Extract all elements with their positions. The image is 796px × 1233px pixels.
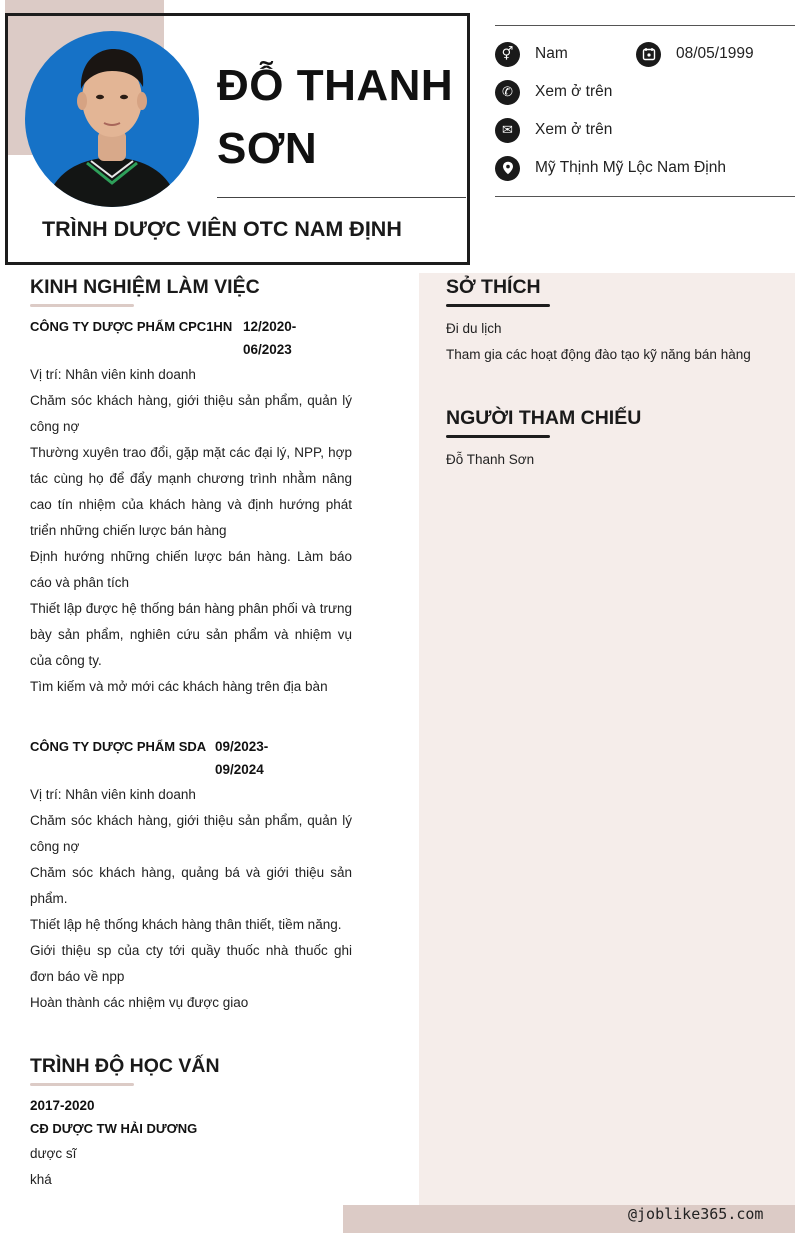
candidate-name: ĐỖ THANH SƠN bbox=[217, 61, 454, 173]
education-grade: khá bbox=[30, 1172, 52, 1187]
job-2-company: CÔNG TY DƯỢC PHẨM SDA bbox=[30, 739, 207, 754]
references-title: NGƯỜI THAM CHIẾU bbox=[446, 407, 642, 429]
job-1-item: Thường xuyên trao đổi, gặp mặt các đại lý, NPP, hợp tác cùng họ để đẩy mạnh chương trình nhằm nâng cao tín nhiệm của khách hàng và định hướng phát triển những chiến lược bán hàng bbox=[30, 445, 352, 538]
contact-divider-bottom bbox=[495, 196, 795, 197]
job-2-item: Vị trí: Nhân viên kinh doanh bbox=[30, 787, 196, 802]
job-1-period-start: 12/2020- bbox=[243, 319, 297, 334]
calendar-icon bbox=[636, 42, 661, 67]
reference-item: Đỗ Thanh Sơn bbox=[446, 452, 535, 467]
experience-title: KINH NGHIỆM LÀM VIỆC bbox=[30, 276, 260, 298]
education-period: 2017-2020 bbox=[30, 1098, 95, 1113]
contact-gender bbox=[495, 40, 568, 68]
gender-value: Nam bbox=[535, 45, 568, 62]
education-title: TRÌNH ĐỘ HỌC VẤN bbox=[30, 1055, 220, 1077]
job-1-period-end: 06/2023 bbox=[243, 342, 292, 357]
hobbies-title: SỞ THÍCH bbox=[446, 276, 541, 298]
job-1-item: Định hướng những chiến lược bán hàng. Làm báo cáo và phân tích bbox=[30, 549, 352, 590]
hobbies-underline bbox=[446, 304, 550, 307]
email-value: Xem ở trên bbox=[535, 121, 613, 138]
hobby-item: Tham gia các hoạt động đào tạo kỹ năng bán hàng bbox=[446, 347, 751, 362]
gender-icon: ⚥ bbox=[495, 42, 520, 67]
job-1-item: Thiết lập được hệ thống bán hàng phân phối và trưng bày sản phẩm, nghiên cứu sản phẩm và nhiệm vụ của công ty. bbox=[30, 601, 352, 668]
contact-divider-top bbox=[495, 25, 795, 26]
job-2-item: Chăm sóc khách hàng, giới thiệu sản phẩm, quản lý công nợ bbox=[30, 813, 352, 854]
job-2-period-start: 09/2023- bbox=[215, 739, 269, 754]
address-value: Mỹ Thịnh Mỹ Lộc Nam Định bbox=[535, 159, 726, 176]
job-1-item: Tìm kiếm và mở mới các khách hàng trên địa bàn bbox=[30, 679, 328, 694]
name-divider bbox=[217, 197, 466, 198]
avatar bbox=[25, 31, 199, 207]
job-2-item: Chăm sóc khách hàng, quảng bá và giới thiệu sản phẩm. bbox=[30, 865, 352, 906]
footer-watermark: @joblike365.com bbox=[628, 1205, 764, 1223]
education-major: dược sĩ bbox=[30, 1146, 77, 1161]
contact-birthdate bbox=[636, 40, 754, 68]
email-icon: ✉ bbox=[495, 118, 520, 143]
contact-phone bbox=[495, 78, 612, 106]
phone-icon: ✆ bbox=[495, 80, 520, 105]
references-underline bbox=[446, 435, 550, 438]
job-1-item: Chăm sóc khách hàng, giới thiệu sản phẩm, quản lý công nợ bbox=[30, 393, 352, 434]
job-2-item: Thiết lập hệ thống khách hàng thân thiết, tiềm năng. bbox=[30, 917, 342, 932]
job-title: TRÌNH DƯỢC VIÊN OTC NAM ĐỊNH bbox=[42, 217, 402, 241]
hobby-item: Đi du lịch bbox=[446, 321, 502, 336]
job-1-company: CÔNG TY DƯỢC PHẨM CPC1HN bbox=[30, 319, 233, 334]
phone-value: Xem ở trên bbox=[535, 83, 613, 100]
job-2-period-end: 09/2024 bbox=[215, 762, 264, 777]
birthdate-value: 08/05/1999 bbox=[676, 45, 754, 62]
location-icon bbox=[495, 156, 520, 181]
job-2-item: Hoàn thành các nhiệm vụ được giao bbox=[30, 995, 249, 1010]
job-2-item: Giới thiệu sp của cty tới quầy thuốc nhà thuốc ghi đơn báo về npp bbox=[30, 943, 352, 984]
job-1-item: Vị trí: Nhân viên kinh doanh bbox=[30, 367, 196, 382]
education-school: CĐ DƯỢC TW HẢI DƯƠNG bbox=[30, 1121, 198, 1136]
contact-email bbox=[495, 116, 612, 144]
contact-address bbox=[495, 154, 726, 182]
education-underline bbox=[30, 1083, 134, 1086]
experience-underline bbox=[30, 304, 134, 307]
